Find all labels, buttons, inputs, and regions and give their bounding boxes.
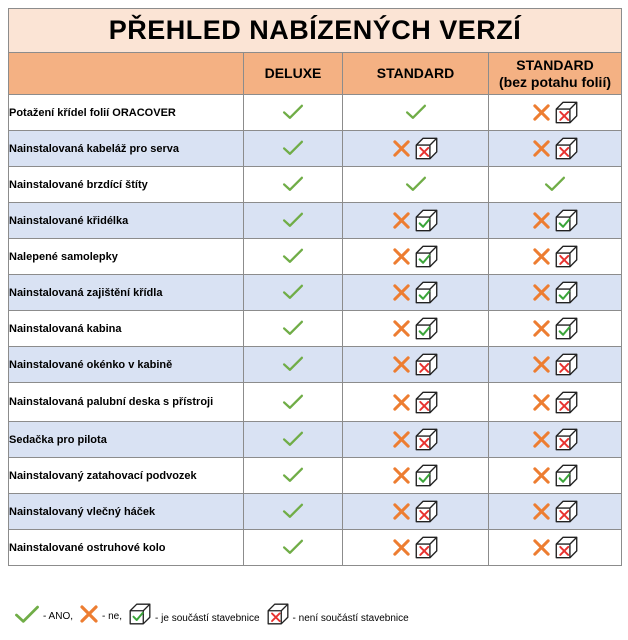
box-check-icon [414,463,439,488]
header-standard-no-foil-line1: STANDARD [516,56,594,73]
cell-yes [244,203,343,239]
cross-icon [532,139,551,158]
check-icon [282,248,304,264]
check-icon [282,394,304,410]
cross-box-group [532,316,579,341]
legend-yes-text: - ANO, [43,610,74,622]
check-icon [544,176,566,192]
feature-label: Nainstalované okénko v kabině [9,347,244,383]
cross-box-group [392,427,439,452]
cell-yes [244,131,343,167]
box-cross-icon [554,535,579,560]
legend-notkit [266,602,409,626]
cell-no-notkit [343,347,489,383]
feature-label: Potažení křídel folií ORACOVER [9,95,244,131]
cell-no-notkit [489,347,622,383]
cell-no-kit [343,203,489,239]
table-row [9,131,622,167]
box-check-icon [414,280,439,305]
table-row [9,458,622,494]
cross-icon [392,502,411,521]
cross-icon [79,604,99,624]
cross-icon [532,283,551,302]
box-cross-icon [414,535,439,560]
cell-no-notkit [489,530,622,566]
cross-icon [532,430,551,449]
cross-box-group [532,208,579,233]
cell-no-kit [489,203,622,239]
cell-yes [244,275,343,311]
box-cross-icon [414,352,439,377]
cross-box-group [532,463,579,488]
cross-icon [392,139,411,158]
table-row [9,530,622,566]
table-row [9,275,622,311]
cross-box-group [392,280,439,305]
cross-icon [532,247,551,266]
cross-box-group [532,280,579,305]
check-icon [405,176,427,192]
feature-label: Sedačka pro pilota [9,422,244,458]
box-check-icon [554,463,579,488]
cell-no-notkit [489,422,622,458]
table-row [9,203,622,239]
cross-box-group [532,499,579,524]
legend-no [79,604,122,624]
table-row [9,347,622,383]
feature-label: Nainstalovaná palubní deska s přístroji [9,383,244,422]
table-row [9,167,622,203]
cross-box-group [392,499,439,524]
table-row [9,383,622,422]
cross-box-group [532,244,579,269]
table-row [9,311,622,347]
cell-no-notkit [489,131,622,167]
cell-yes [244,239,343,275]
check-icon [282,140,304,156]
box-check-icon [554,280,579,305]
check-icon [282,467,304,483]
box-cross-icon [414,427,439,452]
feature-label: Nainstalované křidélka [9,203,244,239]
box-cross-icon [554,499,579,524]
box-check-icon [414,208,439,233]
box-cross-icon [554,136,579,161]
cell-yes [244,530,343,566]
check-icon [282,431,304,447]
check-icon [282,539,304,555]
check-icon [282,176,304,192]
check-icon [14,605,40,624]
legend-yes [14,605,73,624]
cell-no-notkit [489,239,622,275]
cross-icon [392,283,411,302]
box-cross-icon [554,352,579,377]
cell-yes [244,95,343,131]
table-row [9,239,622,275]
header-deluxe: DELUXE [244,53,343,95]
check-icon [282,284,304,300]
box-cross-icon [554,390,579,415]
feature-label: Nainstalované brzdící štíty [9,167,244,203]
cross-icon [532,319,551,338]
check-icon [282,356,304,372]
comparison-table [8,8,622,566]
cross-box-group [392,535,439,560]
legend-kit-text: - je součástí stavebnice [155,613,260,624]
cell-no-kit [489,275,622,311]
cross-box-group [532,390,579,415]
cross-box-group [532,136,579,161]
check-icon [282,503,304,519]
cross-icon [532,466,551,485]
cell-yes [244,422,343,458]
feature-label: Nalepené samolepky [9,239,244,275]
cross-box-group [392,244,439,269]
table-row [9,494,622,530]
cell-yes [343,167,489,203]
cross-icon [392,211,411,230]
cross-box-group [392,208,439,233]
table-row [9,422,622,458]
cell-yes [244,347,343,383]
box-cross-icon [554,244,579,269]
header-standard-no-foil [489,53,622,95]
cross-icon [532,393,551,412]
box-check-icon [128,602,152,626]
cross-box-group [532,427,579,452]
legend-no-text: - ne, [102,611,123,622]
box-cross-icon [414,136,439,161]
cross-box-group [392,316,439,341]
cell-no-notkit [343,383,489,422]
cell-no-kit [489,311,622,347]
cell-no-notkit [343,530,489,566]
box-check-icon [414,244,439,269]
cross-icon [532,355,551,374]
legend [14,600,614,628]
box-check-icon [414,316,439,341]
box-cross-icon [554,100,579,125]
cross-icon [392,355,411,374]
feature-label: Nainstalovaný vlečný háček [9,494,244,530]
table-body [9,95,622,566]
cross-box-group [392,136,439,161]
legend-notkit-text: - není součástí stavebnice [292,613,409,624]
cross-box-group [392,390,439,415]
cell-no-kit [343,239,489,275]
header-standard: STANDARD [343,53,489,95]
box-cross-icon [554,427,579,452]
cross-icon [532,211,551,230]
cross-icon [392,393,411,412]
cell-no-notkit [489,494,622,530]
feature-label: Nainstalovaná zajištění křídla [9,275,244,311]
check-icon [282,104,304,120]
cell-yes [244,458,343,494]
box-check-icon [554,208,579,233]
box-cross-icon [414,390,439,415]
cell-yes [244,494,343,530]
cell-yes [489,167,622,203]
cross-icon [532,538,551,557]
cross-box-group [392,463,439,488]
feature-label: Nainstalovaný zatahovací podvozek [9,458,244,494]
cross-box-group [532,535,579,560]
box-cross-icon [414,499,439,524]
cell-no-notkit [343,422,489,458]
cell-yes [244,167,343,203]
cross-box-group [392,352,439,377]
cell-no-notkit [489,95,622,131]
cell-no-kit [343,458,489,494]
cell-no-kit [343,275,489,311]
check-icon [405,104,427,120]
cross-icon [392,247,411,266]
feature-label: Nainstalovaná kabeláž pro serva [9,131,244,167]
feature-label: Nainstalované ostruhové kolo [9,530,244,566]
box-cross-icon [266,602,290,626]
cross-icon [532,502,551,521]
legend-kit [128,602,260,626]
check-icon [282,320,304,336]
cell-yes [244,311,343,347]
cross-icon [392,319,411,338]
cell-no-notkit [489,383,622,422]
cross-box-group [532,100,579,125]
box-check-icon [554,316,579,341]
cross-icon [392,538,411,557]
cell-yes [343,95,489,131]
cell-no-notkit [343,494,489,530]
cell-no-kit [489,458,622,494]
check-icon [282,212,304,228]
cell-yes [244,383,343,422]
cell-no-notkit [343,131,489,167]
cross-box-group [532,352,579,377]
header-standard-no-foil-line2: (bez potahu folií) [499,73,611,90]
cross-icon [532,103,551,122]
table-row [9,95,622,131]
cell-no-kit [343,311,489,347]
header-empty-cell [9,53,244,95]
feature-label: Nainstalovaná kabina [9,311,244,347]
cross-icon [392,466,411,485]
cross-icon [392,430,411,449]
table-title: PŘEHLED NABÍZENÝCH VERZÍ [9,9,622,53]
